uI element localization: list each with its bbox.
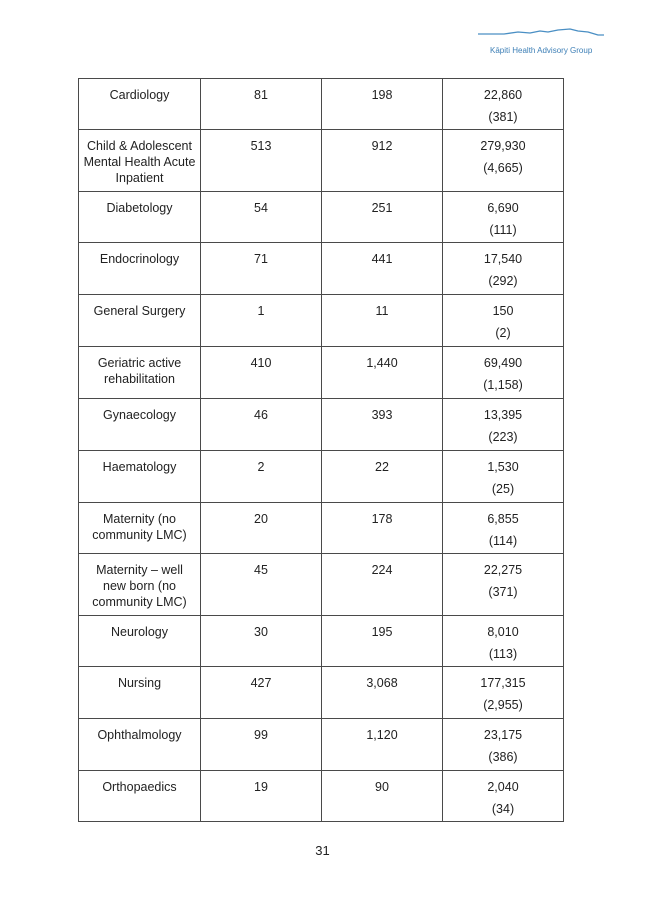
- value-main: 22,275: [483, 563, 523, 577]
- value-sub: (25): [491, 482, 515, 496]
- value-sub: (2,955): [483, 698, 523, 712]
- table-row: [79, 719, 564, 771]
- value-cell: [443, 347, 564, 399]
- specialty-cell: Ophthalmology: [79, 719, 201, 771]
- value-main: 13,395: [483, 408, 523, 422]
- count-cell: 1,440: [322, 347, 443, 399]
- value-sub: (4,665): [483, 161, 523, 175]
- table-row: [79, 771, 564, 822]
- specialty-cell: General Surgery: [79, 295, 201, 347]
- logo: [474, 24, 606, 60]
- count-cell: 81: [201, 79, 322, 130]
- table-row: [79, 347, 564, 399]
- count-cell: 410: [201, 347, 322, 399]
- count-cell: 3,068: [322, 667, 443, 719]
- mountain-line-icon: [474, 24, 606, 44]
- value-cell: [443, 399, 564, 451]
- value-sub: (223): [488, 430, 518, 444]
- count-cell: 90: [322, 771, 443, 822]
- table-row: [79, 616, 564, 667]
- value-sub: (1,158): [483, 378, 523, 392]
- count-cell: 393: [322, 399, 443, 451]
- specialty-cell: Endocrinology: [79, 243, 201, 295]
- table-row: [79, 554, 564, 616]
- specialty-cell: Gynaecology: [79, 399, 201, 451]
- value-main: 6,690: [487, 201, 519, 215]
- value-cell: [443, 192, 564, 243]
- table-row: [79, 451, 564, 503]
- value-sub: (113): [488, 647, 518, 661]
- specialty-cell: Nursing: [79, 667, 201, 719]
- table-row: [79, 399, 564, 451]
- value-sub: (111): [489, 223, 517, 237]
- count-cell: 513: [201, 130, 322, 192]
- value-cell: [443, 616, 564, 667]
- count-cell: 19: [201, 771, 322, 822]
- count-cell: 1: [201, 295, 322, 347]
- count-cell: 71: [201, 243, 322, 295]
- table-row: [79, 130, 564, 192]
- specialty-cell: Child & Adolescent Mental Health Acute Inpatient: [79, 130, 201, 192]
- table-row: [79, 295, 564, 347]
- table-row: [79, 192, 564, 243]
- count-cell: 441: [322, 243, 443, 295]
- value-cell: [443, 295, 564, 347]
- specialty-cell: Diabetology: [79, 192, 201, 243]
- specialty-cell: Orthopaedics: [79, 771, 201, 822]
- value-main: 279,930: [480, 139, 526, 153]
- specialty-cell: Cardiology: [79, 79, 201, 130]
- value-main: 1,530: [487, 460, 519, 474]
- count-cell: 99: [201, 719, 322, 771]
- count-cell: 2: [201, 451, 322, 503]
- value-main: 6,855: [487, 512, 519, 526]
- count-cell: 20: [201, 503, 322, 554]
- value-cell: [443, 130, 564, 192]
- count-cell: 1,120: [322, 719, 443, 771]
- specialty-cell: Neurology: [79, 616, 201, 667]
- value-main: 2,040: [487, 780, 519, 794]
- value-main: 22,860: [483, 88, 523, 102]
- value-main: 177,315: [480, 676, 526, 690]
- value-cell: [443, 503, 564, 554]
- value-sub: (114): [488, 534, 518, 548]
- specialty-cell: Maternity – well new born (no community LMC): [79, 554, 201, 616]
- table-row: [79, 79, 564, 130]
- value-sub: (34): [491, 802, 515, 816]
- value-main: 69,490: [483, 356, 523, 370]
- page-number: 31: [315, 843, 330, 858]
- value-sub: (371): [488, 585, 518, 599]
- value-main: 8,010: [487, 625, 519, 639]
- value-sub: (2): [495, 326, 511, 340]
- table-row: [79, 667, 564, 719]
- value-cell: [443, 771, 564, 822]
- count-cell: 11: [322, 295, 443, 347]
- count-cell: 224: [322, 554, 443, 616]
- value-cell: [443, 451, 564, 503]
- count-cell: 912: [322, 130, 443, 192]
- specialty-cell: Haematology: [79, 451, 201, 503]
- data-table: [78, 78, 564, 822]
- value-sub: (381): [488, 110, 518, 124]
- value-cell: [443, 79, 564, 130]
- value-cell: [443, 243, 564, 295]
- specialty-cell: Maternity (no community LMC): [79, 503, 201, 554]
- logo-text: Kāpiti Health Advisory Group: [490, 46, 593, 55]
- value-main: 150: [492, 304, 514, 318]
- value-cell: [443, 554, 564, 616]
- value-sub: (292): [488, 274, 518, 288]
- count-cell: 30: [201, 616, 322, 667]
- table-row: [79, 503, 564, 554]
- count-cell: 427: [201, 667, 322, 719]
- count-cell: 46: [201, 399, 322, 451]
- count-cell: 178: [322, 503, 443, 554]
- value-sub: (386): [488, 750, 518, 764]
- value-cell: [443, 667, 564, 719]
- count-cell: 22: [322, 451, 443, 503]
- count-cell: 251: [322, 192, 443, 243]
- count-cell: 45: [201, 554, 322, 616]
- specialty-cell: Geriatric active rehabilitation: [79, 347, 201, 399]
- value-cell: [443, 719, 564, 771]
- value-main: 23,175: [483, 728, 523, 742]
- table-row: [79, 243, 564, 295]
- value-main: 17,540: [483, 252, 523, 266]
- count-cell: 54: [201, 192, 322, 243]
- count-cell: 195: [322, 616, 443, 667]
- count-cell: 198: [322, 79, 443, 130]
